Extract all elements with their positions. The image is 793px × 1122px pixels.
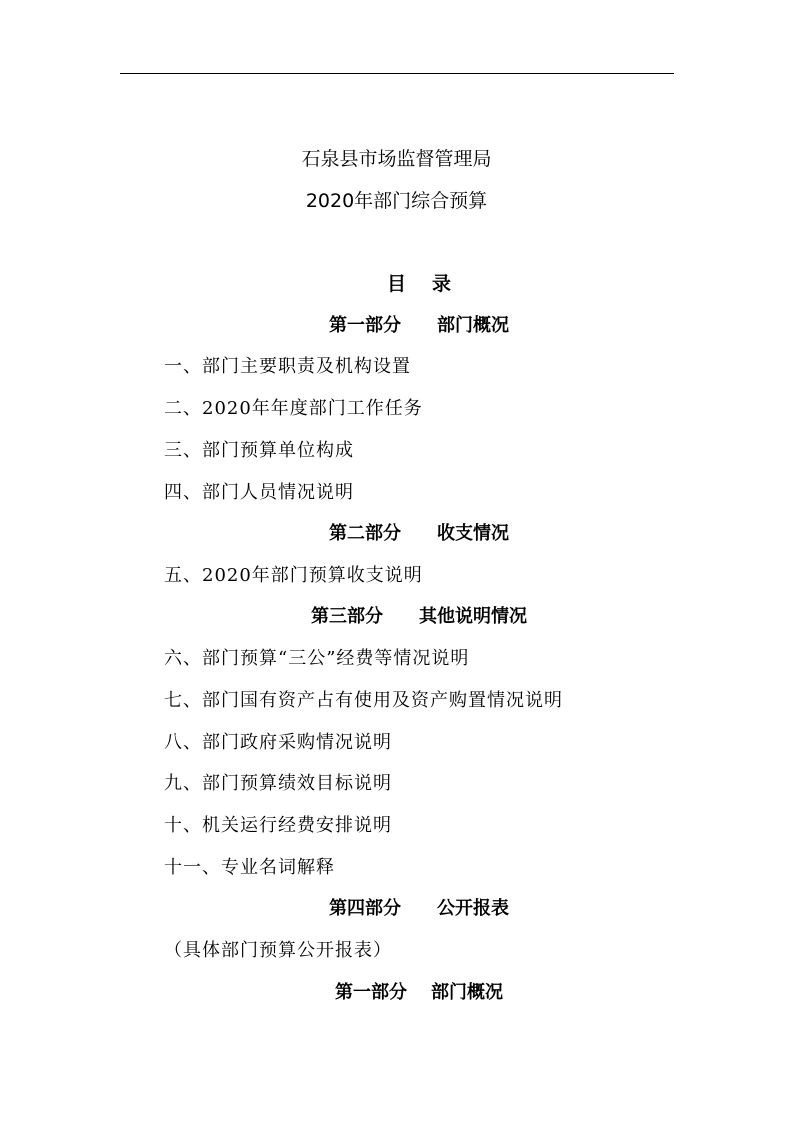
part-number: 第四部分 bbox=[329, 898, 401, 919]
part-name: 部门概况 bbox=[437, 315, 509, 336]
toc-part-2 bbox=[0, 522, 793, 546]
part-name: 公开报表 bbox=[437, 898, 509, 919]
part-number: 第二部分 bbox=[329, 523, 401, 544]
header-rule bbox=[120, 73, 674, 74]
toc-heading-right: 录 bbox=[432, 273, 452, 295]
part-number: 第一部分 bbox=[335, 982, 407, 1003]
reports-note: （具体部门预算公开报表） bbox=[164, 940, 392, 961]
toc-item: 三、部门预算单位构成 bbox=[164, 440, 354, 461]
org-title: 石泉县市场监督管理局 bbox=[301, 148, 492, 170]
part-name: 收支情况 bbox=[437, 523, 509, 544]
toc-part-3 bbox=[0, 605, 793, 629]
toc-item: 十一、专业名词解释 bbox=[164, 857, 335, 878]
toc-part-4 bbox=[0, 897, 793, 921]
part-number: 第三部分 bbox=[311, 606, 383, 627]
toc-item: 五、2020年部门预算收支说明 bbox=[164, 565, 423, 586]
toc-heading bbox=[0, 272, 793, 296]
part-number: 第一部分 bbox=[329, 315, 401, 336]
toc-heading-left: 目 bbox=[386, 273, 406, 295]
toc-item: 二、2020年年度部门工作任务 bbox=[164, 398, 423, 419]
toc-item: 八、部门政府采购情况说明 bbox=[164, 732, 392, 753]
toc-item: 一、部门主要职责及机构设置 bbox=[164, 356, 411, 377]
toc-item: 九、部门预算绩效目标说明 bbox=[164, 773, 392, 794]
toc-item: 四、部门人员情况说明 bbox=[164, 482, 354, 503]
section-heading bbox=[0, 981, 793, 1005]
doc-title: 2020年部门综合预算 bbox=[305, 190, 488, 212]
toc-item: 六、部门预算“三公”经费等情况说明 bbox=[164, 648, 470, 669]
toc-item: 七、部门国有资产占有使用及资产购置情况说明 bbox=[164, 690, 563, 711]
toc-item: 十、机关运行经费安排说明 bbox=[164, 815, 392, 836]
part-name: 部门概况 bbox=[431, 982, 503, 1003]
toc-part-1 bbox=[0, 314, 793, 338]
part-name: 其他说明情况 bbox=[419, 606, 527, 627]
